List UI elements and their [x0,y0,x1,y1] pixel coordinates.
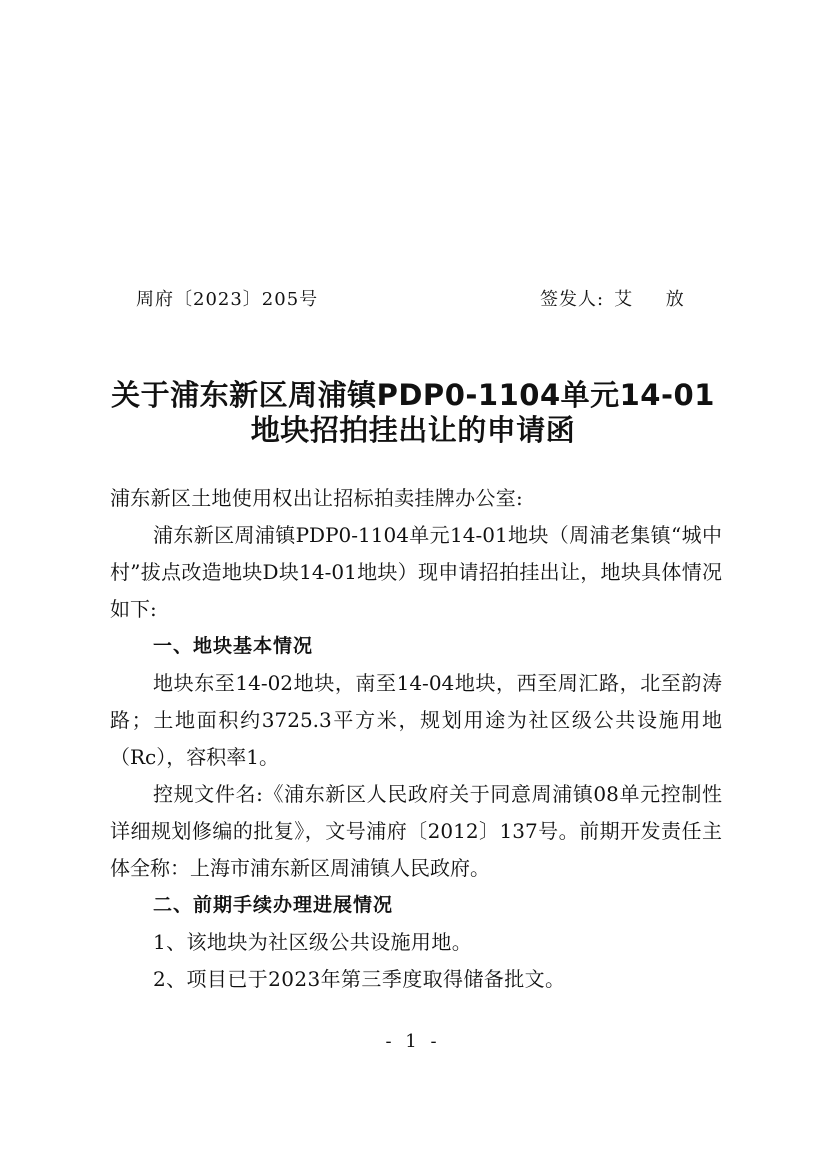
document-title [70,378,756,448]
intro-paragraph: 浦东新区周浦镇PDP0-1104单元14-01地块（周浦老集镇“城中村”拔点改造地块D块14-01地块）现申请招拍挂出让，地块具体情况如下: [110,523,722,621]
page-number: - 1 - [385,1031,441,1052]
signer-block [540,288,698,312]
document-number: 周府〔2023〕205号 [136,289,319,310]
section-2-item-2: 2、项目已于2023年第三季度取得储备批文。 [153,967,566,991]
document-body [110,480,722,998]
section-2-heading: 二、前期手续办理进展情况 [153,894,394,916]
title-line-2: 地块招拍挂出让的申请函 [250,413,576,447]
section-1-paragraph-1: 地块东至14-02地块，南至14-04地块，西至周汇路，北至韵涛路；土地面积约3725.3平方米，规划用途为社区级公共设施用地（Rc），容积率1。 [110,671,722,769]
title-line-1: 关于浦东新区周浦镇PDP0-1104单元14-01 [111,378,715,412]
signer-name: 艾 放 [614,289,698,310]
document-header [0,288,826,316]
signer-label: 签发人: [540,289,605,310]
section-2-item-1: 1、该地块为社区级公共设施用地。 [153,930,473,954]
section-1-heading: 一、地块基本情况 [153,635,314,657]
section-1-paragraph-2: 控规文件名:《浦东新区人民政府关于同意周浦镇08单元控制性详细规划修编的批复》，文号浦府〔2012〕137号。前期开发责任主体全称：上海市浦东新区周浦镇人民政府。 [110,782,722,880]
addressee: 浦东新区土地使用权出让招标拍卖挂牌办公室: [110,486,524,510]
